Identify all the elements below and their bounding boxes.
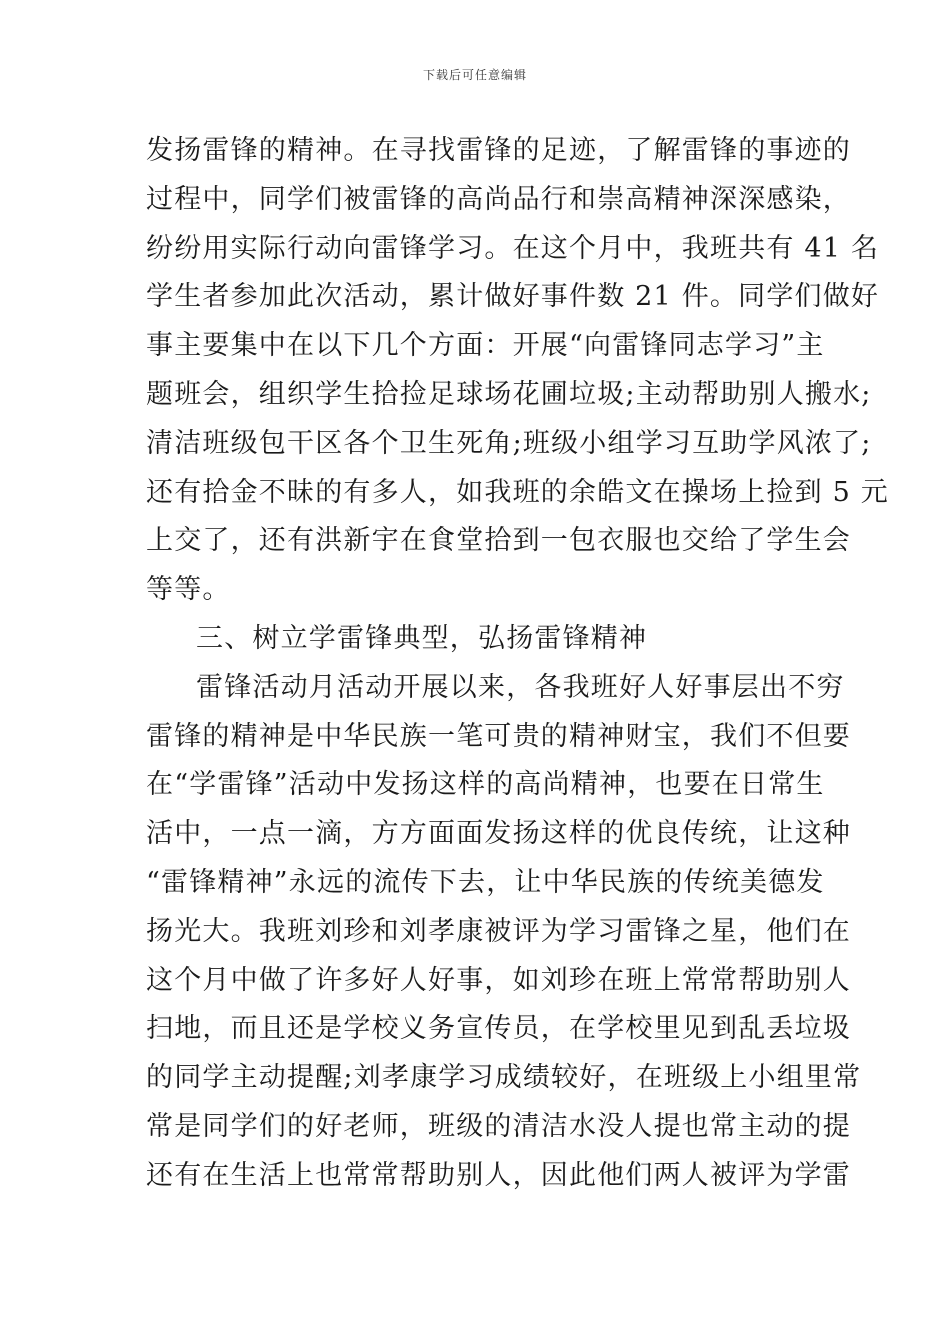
paragraph-first-line: 雷锋活动月活动开展以来，各我班好人好事层出不穷 bbox=[196, 671, 845, 703]
header-note: 下载后可任意编辑 bbox=[422, 68, 527, 82]
text-line: “雷锋精神”永远的流传下去，让中华民族的传统美德发 bbox=[146, 866, 825, 898]
text-line: 雷锋的精神是中华民族一笔可贵的精神财宝，我们不但要 bbox=[146, 720, 851, 752]
text-line: 还有在生活上也常常帮助别人，因此他们两人被评为学雷 bbox=[146, 1159, 851, 1191]
text-line: 在“学雷锋”活动中发扬这样的高尚精神，也要在日常生 bbox=[146, 769, 825, 801]
text-line: 常是同学们的好老师，班级的清洁水没人提也常主动的提 bbox=[146, 1110, 851, 1142]
text-line: 还有拾金不昧的有多人，如我班的余皓文在操场上捡到 5 元 bbox=[146, 476, 889, 508]
text-line: 上交了，还有洪新宇在食堂拾到一包衣服也交给了学生会 bbox=[146, 525, 851, 557]
text-line: 的同学主动提醒;刘孝康学习成绩较好，在班级上小组里常 bbox=[146, 1062, 862, 1094]
text-line: 题班会，组织学生拾捡足球场花圃垃圾;主动帮助别人搬水; bbox=[146, 378, 872, 410]
text-line: 扫地，而且还是学校义务宣传员，在学校里见到乱丢垃圾 bbox=[146, 1013, 851, 1045]
document-body bbox=[146, 127, 889, 1201]
text-line: 发扬雷锋的精神。在寻找雷锋的足迹，了解雷锋的事迹的 bbox=[146, 135, 851, 166]
text-line: 事主要集中在以下几个方面：开展“向雷锋同志学习”主 bbox=[146, 330, 825, 362]
text-line: 清洁班级包干区各个卫生死角;班级小组学习互助学风浓了; bbox=[146, 427, 872, 459]
text-line: 纷纷用实际行动向雷锋学习。在这个月中，我班共有 41 名 bbox=[146, 232, 880, 264]
text-line: 过程中，同学们被雷锋的高尚品行和崇高精神深深感染， bbox=[146, 183, 851, 215]
text-line: 这个月中做了许多好人好事，如刘珍在班上常常帮助别人 bbox=[146, 964, 851, 996]
text-line: 等等。 bbox=[146, 574, 231, 606]
text-line: 活中，一点一滴，方方面面发扬这样的优良传统，让这种 bbox=[146, 818, 851, 850]
text-line: 学生者参加此次活动，累计做好事件数 21 件。同学们做好 bbox=[146, 281, 880, 313]
text-line: 扬光大。我班刘珍和刘孝康被评为学习雷锋之星，他们在 bbox=[146, 915, 851, 947]
section-heading: 三、树立学雷锋典型，弘扬雷锋精神 bbox=[196, 622, 648, 654]
